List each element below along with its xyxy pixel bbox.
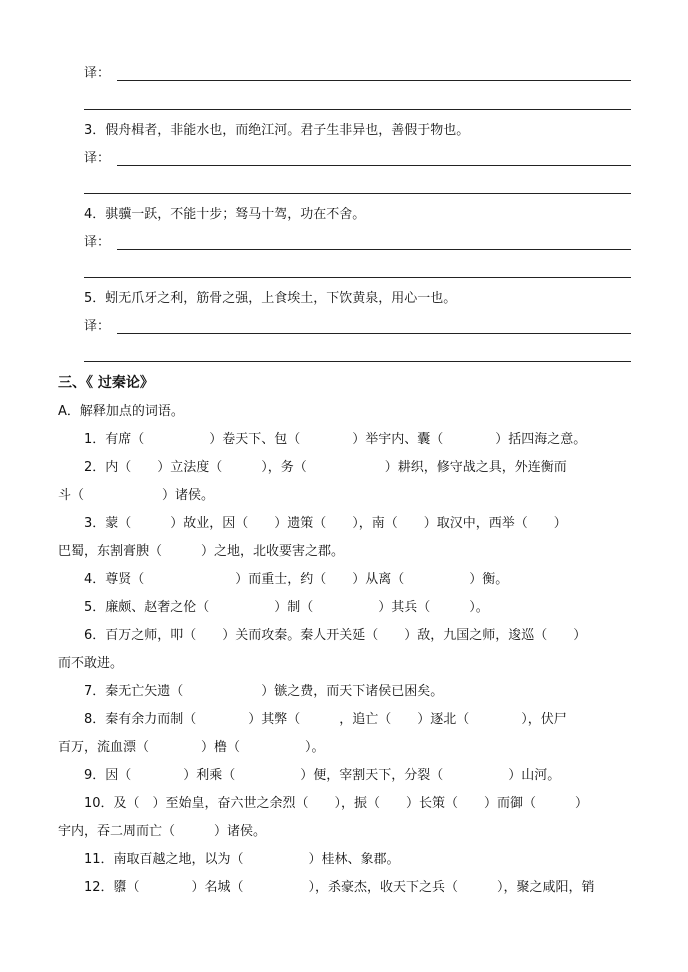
vocab-item-6: 6．百万之师，叩（ ）关而攻秦。秦人开关延（ ）敌，九国之师，逡巡（ ） — [84, 628, 587, 643]
vocab-item-8-cont: 百万，流血漂（ ）橹（ ）。 — [58, 740, 325, 755]
vocab-item-2-cont: 斗（ ）诸侯。 — [58, 488, 215, 503]
answer-line — [84, 109, 631, 110]
answer-line — [84, 193, 631, 194]
vocab-item-6-cont: 而不敢进。 — [58, 656, 124, 671]
answer-line — [117, 165, 631, 166]
question-item-3: 3．假舟楫者，非能水也，而绝江河。君子生非异也，善假于物也。 — [84, 123, 470, 138]
vocab-item-3-cont: 巴蜀，东割膏腴（ ）之地，北收要害之郡。 — [58, 544, 345, 559]
vocab-item-10-cont: 宇内，吞二周而亡（ ）诸侯。 — [58, 824, 267, 839]
translation-label: 译： — [84, 319, 111, 334]
vocab-item-5: 5．廉颇、赵奢之伦（ ）制（ ）其兵（ ）。 — [84, 600, 489, 615]
vocab-item-11: 11．南取百越之地，以为（ ）桂林、象郡。 — [84, 852, 400, 867]
question-item-5: 5．蚓无爪牙之利，筋骨之强，上食埃土，下饮黄泉，用心一也。 — [84, 291, 457, 306]
section-title: 三、《 过秦论》 — [58, 375, 154, 391]
vocab-item-2: 2．内（ ）立法度（ ），务（ ）耕织，修守战之具，外连衡而 — [84, 460, 567, 475]
translation-label: 译： — [84, 66, 111, 81]
vocab-item-1: 1．有席（ ）卷天下、包（ ）举宇内、囊（ ）括四海之意。 — [84, 432, 587, 447]
translation-label: 译： — [84, 235, 111, 250]
question-item-4: 4．骐骥一跃，不能十步；驽马十驾，功在不舍。 — [84, 207, 366, 222]
answer-line — [117, 249, 631, 250]
answer-line — [84, 361, 631, 362]
vocab-item-10: 10．及（ ）至始皇，奋六世之余烈（ ），振（ ）长策（ ）而御（ ） — [84, 796, 589, 811]
answer-line — [117, 333, 631, 334]
translation-label: 译： — [84, 151, 111, 166]
vocab-item-7: 7．秦无亡矢遗（ ）镞之费，而天下诸侯已困矣。 — [84, 684, 444, 699]
vocab-item-8: 8．秦有余力而制（ ）其弊（ ，追亡（ ）逐北（ ），伏尸 — [84, 712, 567, 727]
answer-line — [117, 80, 631, 81]
vocab-item-3: 3．蒙（ ）故业，因（ ）遗策（ ），南（ ）取汉中，西举（ ） — [84, 516, 567, 531]
vocab-item-4: 4．尊贤（ ）而重士，约（ ）从离（ ）衡。 — [84, 572, 509, 587]
answer-line — [84, 277, 631, 278]
vocab-item-12: 12．隳（ ）名城（ ），杀豪杰，收天下之兵（ ），聚之咸阳，销 — [84, 880, 595, 895]
section-subtitle: A．解释加点的词语。 — [58, 404, 184, 419]
vocab-item-9: 9．因（ ）利乘（ ）便，宰割天下，分裂（ ）山河。 — [84, 768, 561, 783]
